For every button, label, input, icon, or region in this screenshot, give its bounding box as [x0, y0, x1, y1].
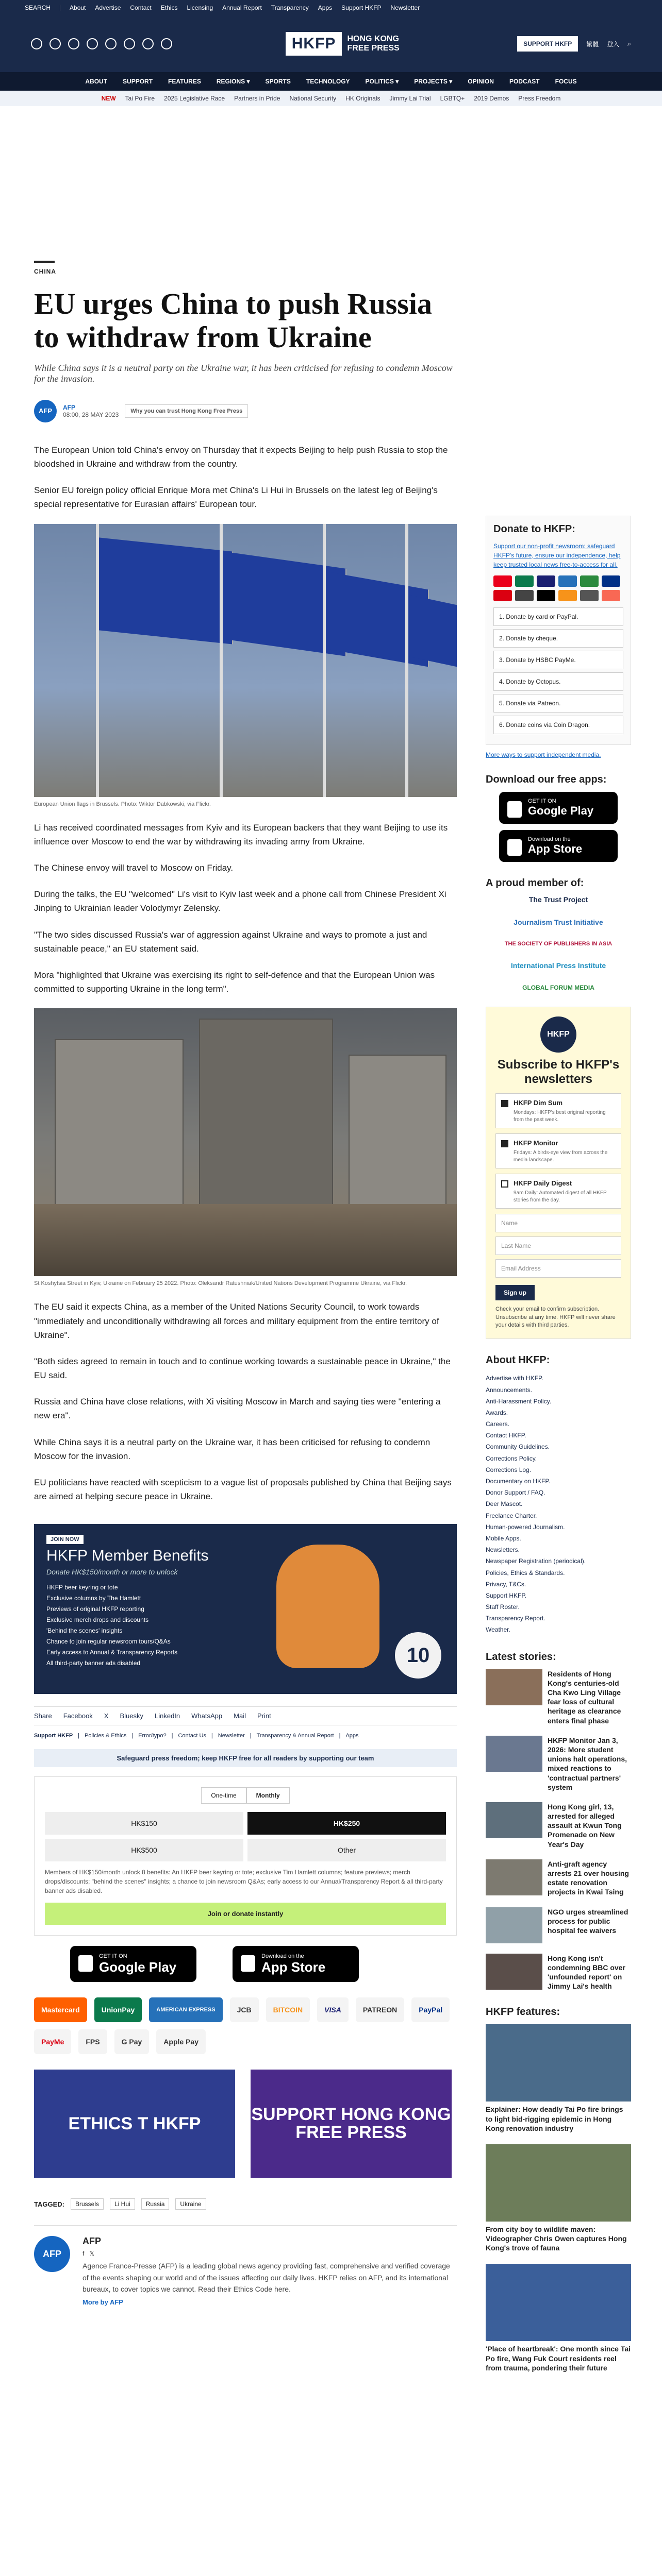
donate-option[interactable]: 5. Donate via Patreon.: [493, 694, 623, 713]
latest-title: Latest stories:: [486, 1651, 556, 1663]
tag[interactable]: Ukraine: [175, 2198, 206, 2210]
subnav-item[interactable]: HK Originals: [345, 95, 380, 102]
google-play-icon: [78, 1955, 93, 1972]
x-icon[interactable]: 𝕏: [89, 2250, 95, 2258]
benefit-item: Early access to Annual & Transparency Reports: [46, 1649, 178, 1656]
kicker-rule: [34, 261, 55, 263]
instagram-icon[interactable]: [68, 38, 79, 49]
subnav-item[interactable]: Press Freedom: [518, 95, 561, 102]
payment-logo: FPS: [78, 2029, 107, 2054]
tag[interactable]: Brussels: [71, 2198, 104, 2210]
article-category[interactable]: CHINA: [34, 268, 56, 275]
subnav-item[interactable]: 2025 Legislative Race: [164, 95, 225, 102]
about-title: About HKFP:: [486, 1354, 550, 1366]
donate-option[interactable]: 2. Donate by cheque.: [493, 629, 623, 648]
amount-option[interactable]: HK$500: [45, 1839, 243, 1861]
share-bar: [34, 1706, 457, 1725]
bluesky-icon[interactable]: [161, 38, 172, 49]
paragraph: The EU said it expects China, as a member of the United Nations Security Council, to work towards "immediately and unconditionally withdrawing all forces and military equipment from the entire territory of Ukraine".: [34, 1302, 439, 1340]
bitcoin-icon: [558, 590, 577, 601]
about-link[interactable]: Corrections Policy.: [486, 1454, 537, 1462]
membership-logos: [486, 895, 631, 991]
footer-link[interactable]: Support HKFP: [34, 1733, 73, 1739]
nav-item[interactable]: SPORTS: [265, 78, 291, 85]
nav-item[interactable]: PODCAST: [509, 78, 540, 85]
subnav-item[interactable]: Tai Po Fire: [125, 95, 155, 102]
donate-option[interactable]: 4. Donate by Octopus.: [493, 672, 623, 691]
newsletter-name: HKFP Dim Sum: [514, 1099, 563, 1107]
about-list: [486, 1372, 631, 1635]
amount-option[interactable]: HK$150: [45, 1812, 243, 1835]
hkfp-logo-badge: HKFP: [540, 1016, 576, 1053]
feature-image: [486, 2144, 631, 2222]
story-title: Hong Kong girl, 13, arrested for alleged assault at Kwun Tong Promenade on New Year's Day: [548, 1802, 622, 1849]
about-link[interactable]: Deer Mascot.: [486, 1500, 523, 1508]
about-link[interactable]: Human-powered Journalism.: [486, 1523, 565, 1531]
story-thumbnail: [486, 1669, 542, 1705]
linkedin-icon[interactable]: [124, 38, 135, 49]
app-store-links: [70, 1946, 457, 1982]
apple-icon: [507, 839, 522, 856]
payment-logo: JCB: [230, 1997, 259, 2022]
feature-title: From city boy to wildlife maven: Videographer Chris Owen captures Hong Kong's trove of fauna: [486, 2225, 627, 2252]
about-link[interactable]: Newspaper Registration (periodical).: [486, 1557, 586, 1565]
newsletter-desc: Fridays: A birds-eye view from across the media landscape.: [514, 1150, 608, 1163]
payment-logo: AMERICAN EXPRESS: [149, 1997, 222, 2022]
topbar-link[interactable]: Contact: [130, 4, 152, 11]
share-label: Share: [34, 1712, 52, 1720]
donate-option[interactable]: 6. Donate coins via Coin Dragon.: [493, 716, 623, 734]
signup-button[interactable]: Sign up: [495, 1285, 535, 1300]
feature-title: Explainer: How deadly Tai Po fire brings to light bid-rigging epidemic in Hong Kong renovation industry: [486, 2105, 623, 2132]
share-whatsapp[interactable]: WhatsApp: [191, 1712, 223, 1720]
byline: [34, 400, 457, 422]
about-link[interactable]: Newsletters.: [486, 1546, 520, 1554]
email-field[interactable]: Email Address: [495, 1259, 621, 1278]
apple-icon: [241, 1955, 255, 1972]
topbar-link[interactable]: About: [70, 4, 86, 11]
newsletter-option[interactable]: [495, 1174, 621, 1209]
payment-logo: Mastercard: [34, 1997, 87, 2022]
main-navigation: [0, 72, 662, 91]
patreon-icon: [602, 590, 620, 601]
tag[interactable]: Russia: [141, 2198, 170, 2210]
latest-list: [486, 1669, 631, 1991]
nav-item[interactable]: TECHNOLOGY: [306, 78, 350, 85]
donate-card: [486, 516, 631, 745]
paypal-icon: [602, 575, 620, 587]
latest-story[interactable]: [486, 1736, 631, 1792]
paragraph: The Chinese envoy will travel to Moscow on Friday.: [34, 863, 234, 873]
newsletter-title: Subscribe to HKFP's newsletters: [497, 1058, 620, 1086]
footer-link[interactable]: Error/typo?: [138, 1733, 167, 1739]
store-small: Download on the: [528, 836, 571, 842]
jti-logo[interactable]: Journalism Trust Initiative: [514, 918, 603, 926]
newsletter-name: HKFP Daily Digest: [514, 1179, 572, 1188]
newsletter-desc: 9am Daily: Automated digest of all HKFP stories from the day.: [514, 1190, 607, 1204]
last-name-field[interactable]: Last Name: [495, 1236, 621, 1255]
footer-link[interactable]: Newsletter: [218, 1733, 245, 1739]
social-icons: [31, 38, 172, 49]
subnav-item[interactable]: Partners in Pride: [234, 95, 280, 102]
about-link[interactable]: Mobile Apps.: [486, 1534, 521, 1542]
more-ways-link[interactable]: More ways to support independent media.: [486, 751, 601, 758]
latest-story[interactable]: [486, 1954, 631, 1991]
tag-list: [34, 2198, 457, 2210]
donation-note: Members of HK$150/month unlock 8 benefits: An HKFP beer keyring or tote; exclusive Tim Hamlett columns; feature previews; merch drops/discounts; "behind the scenes" insights; a chance to join newsroom Q&As; early access to our Annual/Transparency Report & all third-party banner ads disabled.: [45, 1869, 443, 1895]
benefit-item: Exclusive merch drops and discounts: [46, 1616, 149, 1624]
store-big: Google Play: [99, 1959, 177, 1975]
paragraph: Russia and China have close relations, with Xi visiting Moscow in March and saying ties were "entering a new era".: [34, 1397, 441, 1421]
about-link[interactable]: Corrections Log.: [486, 1466, 532, 1473]
share-print[interactable]: Print: [257, 1712, 271, 1720]
about-link[interactable]: Weather.: [486, 1626, 510, 1634]
telegram-icon[interactable]: [142, 38, 154, 49]
support-promo[interactable]: SUPPORT HONG KONG FREE PRESS: [251, 2070, 452, 2178]
feature-item[interactable]: [486, 2144, 631, 2253]
app-store-button[interactable]: [499, 830, 618, 862]
footer-links: Support HKFP | Policies & Ethics | Error/typo? | Contact Us | Newsletter | Transparency & Annual Report | Apps: [34, 1733, 359, 1739]
about-link[interactable]: Support HKFP.: [486, 1591, 527, 1599]
story-title: NGO urges streamlined process for public hospital fee waivers: [548, 1907, 628, 1935]
facebook-icon[interactable]: [31, 38, 42, 49]
topbar-link[interactable]: Apps: [318, 4, 333, 11]
story-title: HKFP Monitor Jan 3, 2026: More student unions halt operations, mixed reactions to 'contractual partners' system: [548, 1736, 627, 1791]
share-x[interactable]: X: [104, 1712, 109, 1720]
topbar-link[interactable]: Support HKFP: [341, 4, 382, 11]
safeguard-banner[interactable]: Safeguard press freedom; keep HKFP free for all readers by supporting our team: [34, 1749, 457, 1767]
author-social-icons: [82, 2250, 457, 2257]
store-big: Google Play: [528, 804, 594, 817]
paragraph: During the talks, the EU "welcomed" Li's visit to Kyiv last week and a phone call from Chinese President Xi Jinping to Ukrainian leader Volodymyr Zelensky.: [34, 889, 446, 913]
story-thumbnail: [486, 1859, 542, 1895]
sidebar: [486, 516, 631, 2384]
trust-project-logo[interactable]: The Trust Project: [528, 895, 588, 904]
footer-link[interactable]: Transparency & Annual Report: [256, 1733, 334, 1739]
frequency-monthly[interactable]: Monthly: [246, 1787, 290, 1804]
gfmd-logo[interactable]: GLOBAL FORUM MEDIA: [522, 984, 594, 991]
amex-icon: [558, 575, 577, 587]
payment-logo: BITCOIN: [266, 1997, 310, 2022]
fps-icon: [580, 590, 599, 601]
newsletter-box: [486, 1007, 631, 1339]
app-store-button[interactable]: [233, 1946, 359, 1982]
donate-option[interactable]: 3. Donate by HSBC PayMe.: [493, 651, 623, 669]
share-linkedin[interactable]: LinkedIn: [155, 1712, 180, 1720]
amount-option-selected[interactable]: HK$250: [247, 1812, 446, 1835]
share-facebook[interactable]: Facebook: [63, 1712, 93, 1720]
newsletter-name: HKFP Monitor: [514, 1139, 558, 1147]
feature-image: [486, 2024, 631, 2102]
search-icon[interactable]: ⌕: [627, 40, 631, 47]
amount-option-other[interactable]: Other: [247, 1839, 446, 1861]
feature-title: 'Place of heartbreak': One month since Tai Po fire, Wang Fuk Court residents reel from trauma, pondering their future: [486, 2345, 631, 2372]
share-mail[interactable]: Mail: [234, 1712, 246, 1720]
subnav-item[interactable]: Jimmy Lai Trial: [389, 95, 431, 102]
about-link[interactable]: Donor Support / FAQ.: [486, 1489, 545, 1497]
card-logos: [493, 575, 623, 601]
payment-logo: Apple Pay: [156, 2029, 206, 2054]
subnav-item[interactable]: LGBTQ+: [440, 95, 465, 102]
payment-logos: [34, 1997, 457, 2054]
photo-caption: St Koshytsia Street in Kyiv, Ukraine on February 25 2022. Photo: Oleksandr Ratushniak/United Nations Development Programme Ukraine, via Flickr.: [34, 1280, 407, 1287]
paragraph: Li has received coordinated messages from Kyiv and its European backers that they want Beijing to use its influence over Moscow to end the war by withdrawing its invading army from Ukraine.: [34, 822, 448, 846]
store-big: App Store: [261, 1959, 326, 1975]
features-title: HKFP features:: [486, 2006, 560, 2018]
newsletter-desc: Mondays: HKFP's best original reporting from the past week.: [514, 1110, 606, 1123]
login-link[interactable]: 登入: [607, 40, 620, 48]
feature-item[interactable]: [486, 2264, 631, 2372]
story-title: Hong Kong isn't condemning BBC over 'unfounded report' on Jimmy Lai's health: [548, 1954, 625, 1991]
benefit-list: [46, 1582, 444, 1669]
nav-item[interactable]: POLITICS ▾: [365, 78, 399, 85]
footer-link[interactable]: Contact Us: [178, 1733, 206, 1739]
ipi-logo[interactable]: International Press Institute: [510, 961, 606, 970]
about-link[interactable]: Announcements.: [486, 1386, 533, 1394]
author-name[interactable]: AFP: [63, 403, 75, 411]
store-small: GET IT ON: [99, 1953, 127, 1959]
topbar-link[interactable]: Licensing: [187, 4, 213, 11]
topbar-link[interactable]: Ethics: [160, 4, 178, 11]
author-box-avatar[interactable]: AFP: [34, 2236, 70, 2272]
applepay-icon: [537, 590, 555, 601]
about-link[interactable]: Transparency Report.: [486, 1615, 545, 1622]
paragraph: Senior EU foreign policy official Enrique Mora met China's Li Hui in Brussels on the latest leg of Beijing's special representative for Eurasian affairs' European tour.: [34, 485, 438, 510]
logo-text: HONG KONG FREE PRESS: [347, 35, 400, 53]
ethics-promo[interactable]: ETHICS T HKFP: [34, 2070, 235, 2178]
about-link[interactable]: Awards.: [486, 1409, 508, 1416]
payment-logo: VISA: [317, 1997, 349, 2022]
paragraph: "The two sides discussed Russia's war of aggression against Ukraine and ways to promote a just and sustainable peace," an EU statement said.: [34, 929, 427, 954]
member-subtitle: Donate HK$150/month or more to unlock: [46, 1568, 178, 1577]
story-thumbnail: [486, 1954, 542, 1990]
new-label: NEW: [101, 95, 116, 102]
donate-option[interactable]: 1. Donate by card or PayPal.: [493, 607, 623, 626]
store-small: GET IT ON: [528, 798, 556, 804]
tag[interactable]: Li Hui: [110, 2198, 135, 2210]
donate-title: Donate to HKFP:: [493, 523, 575, 535]
checkbox[interactable]: [501, 1180, 508, 1188]
subnav-item[interactable]: 2019 Demos: [474, 95, 509, 102]
about-link[interactable]: Careers.: [486, 1420, 510, 1428]
latest-story[interactable]: [486, 1907, 631, 1943]
more-by-author-link[interactable]: More by AFP: [82, 2298, 123, 2306]
author-bio: Agence France-Presse (AFP) is a leading global news agency providing fast, comprehensive and verified coverage of the events shaping our world and of the issues affecting our daily lives. HKFP relies on AFP, and its international bureaux, to cover topics we cannot. Read their Ethics Code here.: [82, 2262, 450, 2294]
download-title: Download our free apps:: [486, 774, 607, 785]
mastercard-icon: [493, 575, 512, 587]
latest-story[interactable]: [486, 1802, 631, 1849]
language-link[interactable]: 繁體: [586, 40, 599, 48]
gpay-icon: [515, 590, 534, 601]
member-benefits-banner[interactable]: [34, 1524, 457, 1694]
about-link[interactable]: Privacy, T&Cs.: [486, 1580, 526, 1588]
frequency-one-time[interactable]: One-time: [201, 1787, 246, 1804]
newsletter-option[interactable]: [495, 1133, 621, 1168]
subnav-item[interactable]: National Security: [289, 95, 337, 102]
facebook-icon[interactable]: f: [82, 2250, 85, 2258]
site-logo[interactable]: [286, 32, 404, 56]
author-avatar[interactable]: AFP: [34, 400, 57, 422]
nav-item[interactable]: FOCUS: [555, 78, 577, 85]
about-link[interactable]: Staff Roster.: [486, 1603, 520, 1611]
kyiv-damage-photo: [34, 1008, 457, 1276]
tags-label: TAGGED:: [34, 2200, 64, 2208]
checkbox-checked[interactable]: [501, 1140, 508, 1147]
donation-widget: [34, 1776, 457, 1936]
benefit-item: Chance to join regular newsroom tours/Q&As: [46, 1638, 171, 1646]
name-field[interactable]: Name: [495, 1214, 621, 1232]
article: [34, 261, 457, 2306]
donate-link[interactable]: Support our non-profit newsroom: safeguard HKFP's future, ensure our independence, help keep trusted local news free-to-access for all.: [493, 543, 621, 568]
trust-badge[interactable]: Why you can trust Hong Kong Free Press: [125, 404, 248, 418]
paragraph: "Both sides agreed to remain in touch and to continue working towards a sustainable peace in Ukraine," the EU said.: [34, 1356, 451, 1381]
story-thumbnail: [486, 1736, 542, 1772]
benefit-item: 'Behind the scenes' insights: [46, 1627, 123, 1635]
eu-flags-photo: [34, 524, 457, 797]
paragraph: While China says it is a neutral party on the Ukraine war, it has been criticised for refusing to condemn Moscow for the invasion.: [34, 1437, 431, 1461]
author-box: [34, 2225, 457, 2306]
topic-subnav: [0, 91, 662, 106]
join-now-badge[interactable]: JOIN NOW: [46, 1535, 84, 1544]
story-thumbnail: [486, 1802, 542, 1838]
promo-banners: [34, 2070, 457, 2178]
google-play-button[interactable]: [70, 1946, 196, 1982]
payme-icon: [493, 590, 512, 601]
footer-link[interactable]: Policies & Ethics: [85, 1733, 127, 1739]
google-play-icon: [507, 801, 522, 818]
paragraph: The European Union told China's envoy on Thursday that it expects Beijing to help push Russia to stop the bloodshed in Ukraine and withdraw from the country.: [34, 445, 448, 469]
paragraph: Mora "highlighted that Ukraine was exercising its right to self-defence and that the European Union was committed to supporting Ukraine in the long term".: [34, 970, 435, 994]
support-hkfp-button[interactable]: SUPPORT HKFP: [517, 36, 578, 52]
nav-item[interactable]: PROJECTS ▾: [414, 78, 453, 85]
unionpay-icon: [515, 575, 534, 587]
paragraph: EU politicians have reacted with scepticism to a vague list of proposals published by China that Beijing says are aimed at helping secure peace in Ukraine.: [34, 1478, 452, 1502]
article-dek: While China says it is a neutral party on the Ukraine war, it has been criticised for refusing to condemn Moscow for the invasion.: [34, 362, 453, 384]
topbar-link[interactable]: Newsletter: [390, 4, 420, 11]
publish-date: 08:00, 28 MAY 2023: [63, 411, 119, 418]
join-donate-button[interactable]: Join or donate instantly: [45, 1903, 446, 1925]
about-link[interactable]: Anti-Harassment Policy.: [486, 1397, 552, 1405]
google-play-button[interactable]: [499, 792, 618, 824]
nav-item[interactable]: FEATURES: [168, 78, 201, 85]
visa-icon: [537, 575, 555, 587]
latest-story[interactable]: [486, 1669, 631, 1725]
benefit-item: All third-party banner ads disabled: [46, 1659, 141, 1667]
nav-item[interactable]: ABOUT: [85, 78, 108, 85]
jcb-icon: [580, 575, 599, 587]
nav-item[interactable]: SUPPORT: [123, 78, 153, 85]
member-title: HKFP Member Benefits: [46, 1547, 209, 1565]
feature-item[interactable]: [486, 2024, 631, 2133]
ten-years-badge: 10: [395, 1632, 441, 1679]
payment-logo: PayPal: [411, 1997, 450, 2022]
logo-mark: HKFP: [286, 32, 342, 56]
benefit-item: Exclusive columns by The Hamlett: [46, 1595, 141, 1602]
masthead: [0, 15, 662, 72]
about-link[interactable]: Community Guidelines.: [486, 1443, 550, 1451]
about-link[interactable]: Contact HKFP.: [486, 1432, 526, 1439]
benefit-item: HKFP beer keyring or tote: [46, 1584, 118, 1591]
store-small: Download on the: [261, 1953, 304, 1959]
article-title: EU urges China to push Russia to withdraw from Ukraine: [34, 287, 432, 354]
store-big: App Store: [528, 842, 583, 855]
topbar-link[interactable]: SEARCH: [25, 4, 51, 11]
top-utility-bar: [0, 0, 662, 15]
about-link[interactable]: Documentary on HKFP.: [486, 1478, 551, 1485]
threads-icon[interactable]: [87, 38, 98, 49]
benefit-item: Previews of original HKFP reporting: [46, 1605, 144, 1613]
author-box-name[interactable]: AFP: [82, 2236, 101, 2247]
deer-mascot-illustration: [276, 1545, 379, 1668]
payment-logo: PATREON: [356, 1997, 404, 2022]
story-thumbnail: [486, 1907, 542, 1943]
newsletter-option[interactable]: [495, 1093, 621, 1128]
nav-item[interactable]: REGIONS ▾: [216, 78, 250, 85]
x-icon[interactable]: [49, 38, 61, 49]
proud-member-title: A proud member of:: [486, 877, 584, 889]
newsletter-note: Check your email to confirm subscription. Unsubscribe at any time. HKFP will never share your details with third parties.: [495, 1306, 616, 1328]
about-link[interactable]: Freelance Charter.: [486, 1512, 537, 1519]
nav-item[interactable]: OPINION: [468, 78, 494, 85]
youtube-icon[interactable]: [105, 38, 117, 49]
topbar-link[interactable]: Advertise: [95, 4, 121, 11]
latest-story[interactable]: [486, 1859, 631, 1897]
story-title: Residents of Hong Kong's centuries-old Cha Kwo Ling Village fear loss of cultural heritage as clearance enters final phase: [548, 1669, 621, 1725]
sopa-logo[interactable]: THE SOCIETY OF PUBLISHERS IN ASIA: [504, 941, 613, 947]
story-title: Anti-graft agency arrests 21 over housing estate renovation projects in Kwai Tsing: [548, 1859, 629, 1896]
about-link[interactable]: Advertise with HKFP.: [486, 1375, 543, 1382]
checkbox-checked[interactable]: [501, 1100, 508, 1107]
payment-logo: UnionPay: [94, 1997, 142, 2022]
topbar-link[interactable]: Annual Report: [222, 4, 262, 11]
share-bluesky[interactable]: Bluesky: [120, 1712, 143, 1720]
payment-logo: PayMe: [34, 2029, 71, 2054]
sidebar-app-links: [486, 792, 631, 862]
feature-image: [486, 2264, 631, 2341]
about-link[interactable]: Policies, Ethics & Standards.: [486, 1569, 565, 1577]
photo-caption: European Union flags in Brussels. Photo: Wiktor Dabkowski, via Flickr.: [34, 801, 211, 807]
footer-link[interactable]: Apps: [345, 1733, 359, 1739]
payment-logo: G Pay: [114, 2029, 150, 2054]
topbar-link[interactable]: Transparency: [271, 4, 309, 11]
